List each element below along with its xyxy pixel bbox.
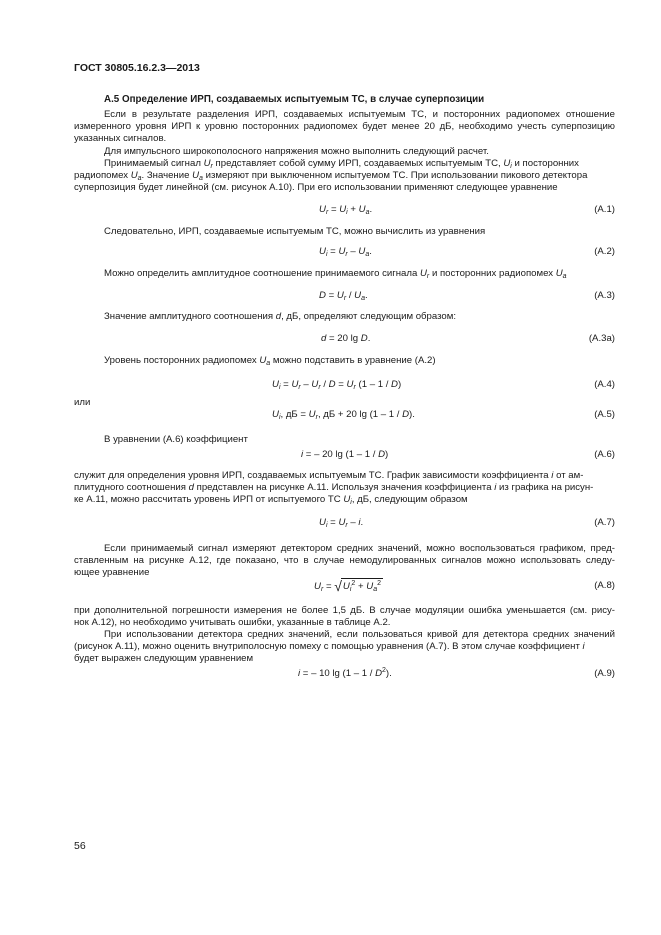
equation-number-a4: (А.4) [594, 379, 615, 390]
para2-line1: Для импульсного широкополосного напряжения можно выполнить следующий расчет. [104, 146, 489, 157]
equation-number-a9: (А.9) [594, 668, 615, 679]
equation-a3: $D = U_r / U_a$. [319, 290, 368, 302]
para9-line1: служит для определения уровня ИРП, создаваемых испытуемым ТС. График зависимости коэффициента i от ам- [74, 470, 584, 481]
para12-line3: будет выражен следующим уравнением [74, 653, 254, 664]
equation-number-a8: (А.8) [594, 580, 615, 591]
para4-line1: Следовательно, ИРП, создаваемые испытуемым ТС, можно вычислить из уравнения [104, 226, 486, 237]
para12-line2: (рисунок А.11), можно оценить внутриполосную помеху с помощью уравнения (А.7). В этом случае коэффициент i [74, 641, 585, 652]
para1-line3: указанных сигналов. [74, 133, 167, 144]
equation-a5: $U_i$, дБ = $U_r$, дБ + 20 lg (1 – 1 / D). [272, 409, 415, 421]
para8-line1: В уравнении (А.6) коэффициент [104, 434, 248, 445]
equation-a8: $U_r = √U_i^2 + U_a^2$ [314, 578, 381, 594]
equation-number-a2: (А.2) [594, 246, 615, 257]
para3-line3: суперпозиция будет линейной (см. рисунок А.10). При его использовании применяют следующее уравнение [74, 182, 558, 193]
para6-line1: Значение амплитудного соотношения d, дБ, определяют следующим образом: [104, 311, 456, 322]
para3-line1: Принимаемый сигнал $U_r$ представляет собой сумму ИРП, создаваемых испытуемым ТС, $U_i$ и посторонних [104, 158, 579, 170]
or-connector: или [74, 397, 91, 408]
page-number: 56 [74, 840, 86, 852]
para11-line1: при дополнительной погрешности измерения не более 1,5 дБ. В случае модуляции ошибка уменьшается (см. рису- [74, 605, 615, 616]
para7-line1: Уровень посторонних радиопомех $U_a$ можно подставить в уравнение (А.2) [104, 355, 436, 367]
equation-a1: $U_r = U_i + U_a$. [319, 204, 373, 216]
equation-number-a3: (А.3) [594, 290, 615, 301]
para12-line1: При использовании детектора средних значений, если пользоваться кривой для детектора средних значений [104, 629, 615, 640]
para10-line3: ющее уравнение [74, 567, 150, 578]
para1-line2: измеренного уровня ИРП к уровню посторонних радиопомех будет менее 20 дБ, необходимо учесть суперпозицию [74, 121, 615, 132]
equation-number-a3a: (А.3а) [588, 333, 615, 344]
section-title: А.5 Определение ИРП, создаваемых испытуемым ТС, в случае суперпозиции [104, 94, 485, 105]
para1-line1: Если в результате разделения ИРП, создаваемых испытуемым ТС, и посторонних радиопомех отношение [104, 109, 615, 120]
equation-a9: i = – 10 $\lg (1 - 1 / D^2)$. [298, 667, 392, 679]
equation-number-a7: (А.7) [594, 517, 615, 528]
para5-line1: Можно определить амплитудное соотношение принимаемого сигнала $U_r$ и посторонних радиопомех $U_a$ [104, 268, 567, 280]
equation-number-a5: (А.5) [594, 409, 615, 420]
para10-line1: Если принимаемый сигнал измеряют детектором средних значений, можно воспользоваться графиком, пред- [104, 543, 615, 554]
equation-number-a1: (А.1) [594, 204, 615, 215]
equation-a2: $U_i = U_r - U_a$. [319, 246, 372, 258]
para3-line2: радиопомех $U_a$. Значение $U_a$ измеряют при выключенном испытуемом ТС. При использовании пикового детектора [74, 170, 588, 182]
equation-a4: $U_i = U_r - U_r / D = U_r$ (1 – 1 / D) [272, 379, 402, 391]
para9-line3: ке А.11, можно рассчитать уровень ИРП от испытуемого ТС $U_i$, дБ, следующим образом [74, 494, 468, 506]
equation-number-a6: (А.6) [594, 449, 615, 460]
equation-a3a: d = 20 lg D. [321, 333, 371, 344]
equation-a6: i = – 20 lg (1 – 1 / D) [301, 449, 389, 460]
para9-line2: плитудного соотношения d представлен на рисунке А.11. Используя значения коэффициента i из графика на рисун- [74, 482, 594, 493]
equation-a7: $U_i = U_r - i$. [319, 517, 364, 529]
document-header: ГОСТ 30805.16.2.3—2013 [74, 62, 200, 74]
para11-line2: нок А.12), но необходимо учитывать ошибки, указанные в таблице А.2. [74, 617, 391, 628]
para10-line2: ставленным на рисунке А.12, где показано, что в случае немодулированных сигналов можно использовать следу- [74, 555, 615, 566]
